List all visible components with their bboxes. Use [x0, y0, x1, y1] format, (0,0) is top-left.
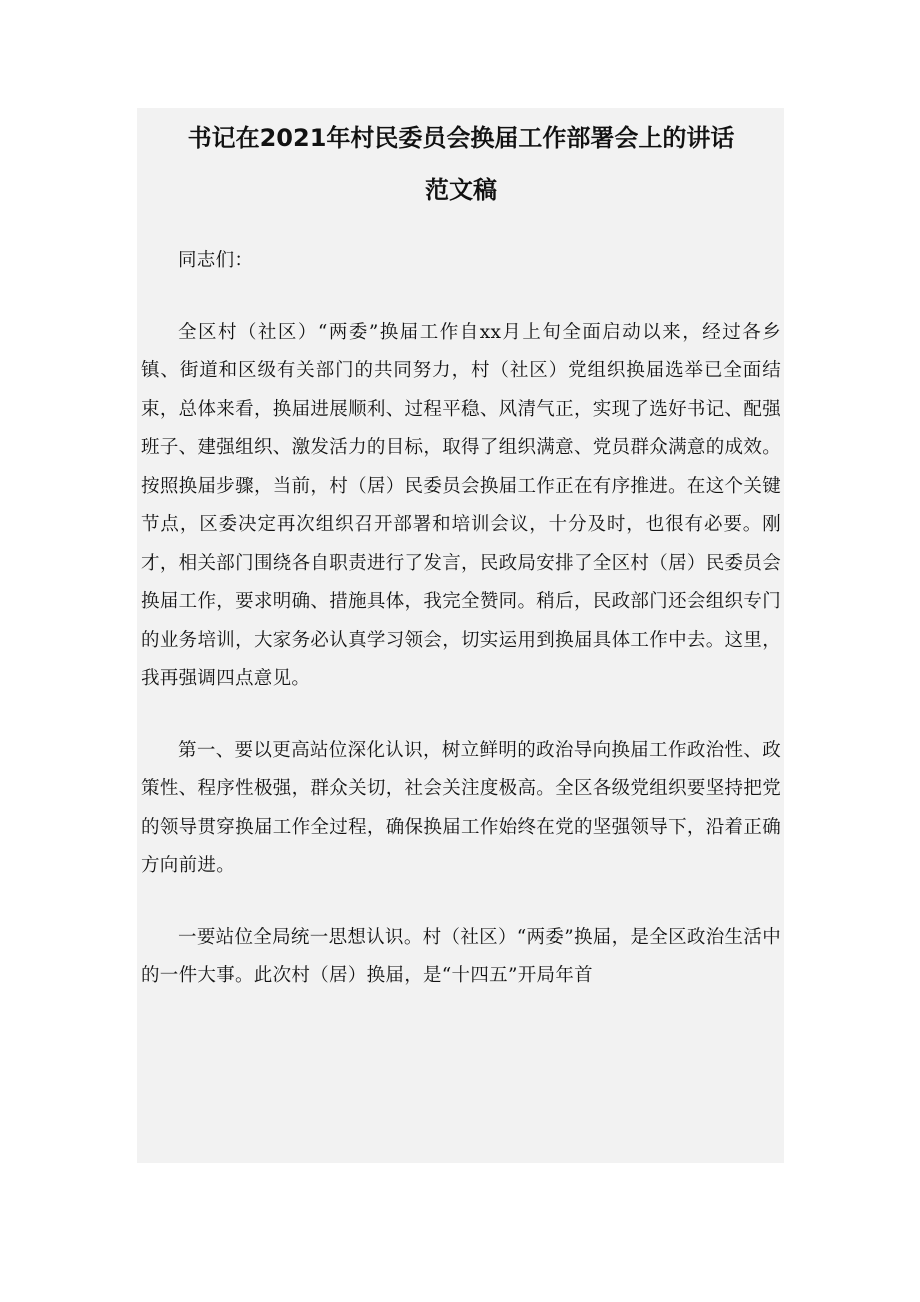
- paragraph-point-one-sub: 一要站位全局统一思想认识。村（社区）“两委”换届，是全区政治生活中的一件大事。此次村（居）换届，是“十四五”开局年首: [141, 926, 781, 986]
- paragraph-intro: 全区村（社区）“两委”换届工作自xx月上旬全面启动以来，经过各乡镇、街道和区级有关部门的共同努力，村（社区）党组织换届选举已全面结束，总体来看，换届进展顺利、过程平稳、风清气正，实现了选好书记、配强班子、建强组织、激发活力的目标，取得了组织满意、党员群众满意的成效。按照换届步骤，当前，村（居）民委员会换届工作正在有序推进。在这个关键节点，区委决定再次组织召开部署和培训会议，十分及时，也很有必要。刚才，相关部门围绕各自职责进行了发言，民政局安排了全区村（居）民委员会换届工作，要求明确、措施具体，我完全赞同。稍后，民政部门还会组织专门的业务培训，大家务必认真学习领会，切实运用到换届具体工作中去。这里，我再强调四点意见。: [141, 321, 781, 689]
- document-title-line-1: 书记在2021年村民委员会换届工作部署会上的讲话: [187, 124, 735, 152]
- document-title-line-2: 范文稿: [425, 176, 497, 204]
- greeting: 同志们：: [178, 250, 254, 271]
- paragraph-point-one: 第一、要以更高站位深化认识，树立鲜明的政治导向换届工作政治性、政策性、程序性极强，群众关切，社会关注度极高。全区各级党组织要坚持把党的领导贯穿换届工作全过程，确保换届工作始终在党的坚强领导下，沿着正确方向前进。: [141, 739, 781, 876]
- document-title: [141, 110, 781, 216]
- document-body: [141, 110, 781, 996]
